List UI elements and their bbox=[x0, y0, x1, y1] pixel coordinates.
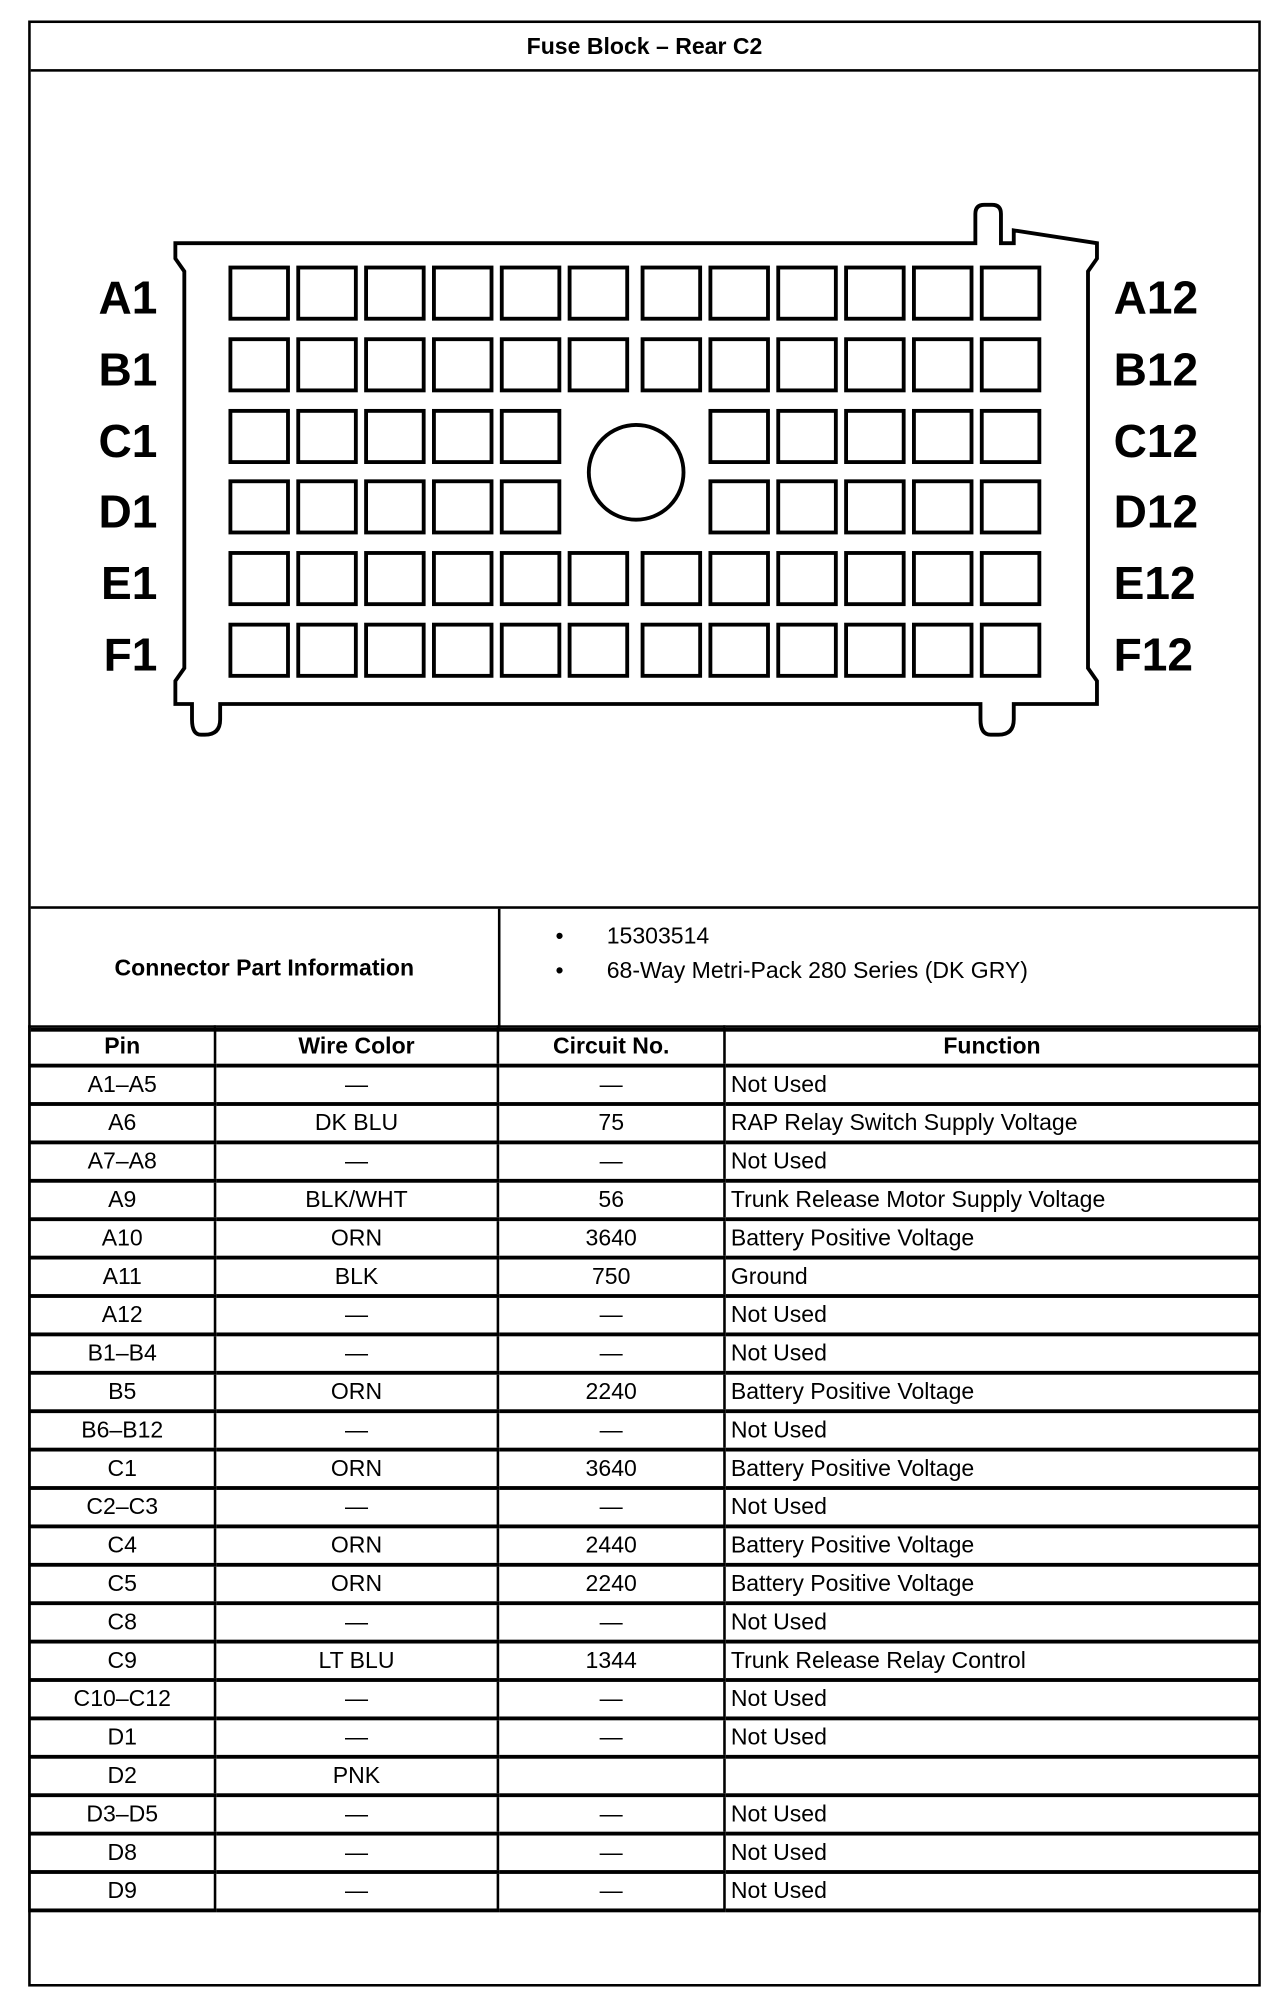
pin-cavity bbox=[710, 411, 768, 462]
table-row bbox=[29, 1219, 1259, 1257]
table-row bbox=[29, 1526, 1259, 1564]
wire-color-cell: ORN bbox=[215, 1565, 498, 1603]
function-cell bbox=[724, 1757, 1259, 1795]
table-row bbox=[29, 1834, 1259, 1872]
header-pin: Pin bbox=[29, 1027, 215, 1066]
pin-cavity bbox=[502, 268, 560, 319]
pin-cavity bbox=[846, 268, 904, 319]
function-cell: Trunk Release Motor Supply Voltage bbox=[724, 1181, 1259, 1219]
function-cell: Ground bbox=[724, 1258, 1259, 1296]
row-label-right: A12 bbox=[1113, 271, 1199, 324]
function-cell: Not Used bbox=[724, 1795, 1259, 1833]
pin-cell: C5 bbox=[29, 1565, 215, 1603]
pin-cavity bbox=[570, 339, 628, 390]
wire-color-cell: — bbox=[215, 1066, 498, 1104]
pin-cavity bbox=[230, 411, 288, 462]
wire-color-cell: — bbox=[215, 1411, 498, 1449]
pin-cavity bbox=[643, 553, 701, 604]
function-cell: RAP Relay Switch Supply Voltage bbox=[724, 1104, 1259, 1142]
function-cell: Not Used bbox=[724, 1872, 1259, 1910]
pin-cavity bbox=[778, 625, 836, 676]
table-row bbox=[29, 1603, 1259, 1641]
connector-info-label: Connector Part Information bbox=[31, 909, 501, 1028]
circuit-cell: — bbox=[498, 1603, 725, 1641]
pin-cavity bbox=[502, 411, 560, 462]
circuit-cell: — bbox=[498, 1142, 725, 1180]
pin-cavity bbox=[230, 268, 288, 319]
pin-cavity bbox=[366, 339, 424, 390]
table-row bbox=[29, 1373, 1259, 1411]
connector-part-information bbox=[31, 906, 1259, 1031]
circuit-cell: 3640 bbox=[498, 1219, 725, 1257]
table-row bbox=[29, 1450, 1259, 1488]
pin-cavity bbox=[366, 268, 424, 319]
pin-cavity bbox=[434, 339, 492, 390]
pin-cavity bbox=[914, 268, 972, 319]
pin-cavity bbox=[710, 339, 768, 390]
pin-cavity bbox=[846, 339, 904, 390]
pinout-table bbox=[28, 1025, 1261, 1912]
function-cell: Not Used bbox=[724, 1488, 1259, 1526]
wire-color-cell: ORN bbox=[215, 1526, 498, 1564]
pin-cell: B5 bbox=[29, 1373, 215, 1411]
pin-cell: B1–B4 bbox=[29, 1334, 215, 1372]
row-label-right: D12 bbox=[1113, 485, 1199, 538]
pin-cavity bbox=[230, 553, 288, 604]
wire-color-cell: DK BLU bbox=[215, 1104, 498, 1142]
pin-cavity bbox=[298, 481, 356, 532]
wire-color-cell: ORN bbox=[215, 1373, 498, 1411]
pin-cavity bbox=[710, 481, 768, 532]
function-cell: Not Used bbox=[724, 1411, 1259, 1449]
pin-cavity bbox=[570, 625, 628, 676]
wire-color-cell: PNK bbox=[215, 1757, 498, 1795]
circuit-cell bbox=[498, 1757, 725, 1795]
circuit-cell: — bbox=[498, 1066, 725, 1104]
pin-cell: A6 bbox=[29, 1104, 215, 1142]
row-label-right: E12 bbox=[1113, 557, 1196, 610]
circuit-cell: 1344 bbox=[498, 1642, 725, 1680]
wire-color-cell: — bbox=[215, 1296, 498, 1334]
circuit-cell: — bbox=[498, 1488, 725, 1526]
function-cell: Not Used bbox=[724, 1142, 1259, 1180]
wire-color-cell: — bbox=[215, 1795, 498, 1833]
circuit-cell: 2240 bbox=[498, 1565, 725, 1603]
circuit-cell: — bbox=[498, 1795, 725, 1833]
circuit-cell: — bbox=[498, 1834, 725, 1872]
pin-cell: A12 bbox=[29, 1296, 215, 1334]
row-label-left: B1 bbox=[98, 343, 158, 396]
pin-cavity bbox=[710, 625, 768, 676]
table-row bbox=[29, 1258, 1259, 1296]
wire-color-cell: — bbox=[215, 1680, 498, 1718]
pin-cavity bbox=[982, 553, 1040, 604]
wire-color-cell: — bbox=[215, 1603, 498, 1641]
wire-color-cell: BLK/WHT bbox=[215, 1181, 498, 1219]
function-cell: Not Used bbox=[724, 1718, 1259, 1756]
pin-cell: A10 bbox=[29, 1219, 215, 1257]
circuit-cell: 2440 bbox=[498, 1526, 725, 1564]
function-cell: Not Used bbox=[724, 1066, 1259, 1104]
table-row bbox=[29, 1296, 1259, 1334]
pin-cavity bbox=[914, 411, 972, 462]
function-cell: Battery Positive Voltage bbox=[724, 1450, 1259, 1488]
row-label-left: E1 bbox=[101, 557, 158, 610]
polarizing-post bbox=[589, 425, 684, 520]
pin-cavity bbox=[434, 268, 492, 319]
pin-cell: C10–C12 bbox=[29, 1680, 215, 1718]
pin-cavity bbox=[298, 553, 356, 604]
table-row bbox=[29, 1718, 1259, 1756]
table-row bbox=[29, 1066, 1259, 1104]
row-label-right: C12 bbox=[1113, 414, 1199, 467]
table-row bbox=[29, 1642, 1259, 1680]
wire-color-cell: ORN bbox=[215, 1219, 498, 1257]
table-row bbox=[29, 1334, 1259, 1372]
function-cell: Not Used bbox=[724, 1603, 1259, 1641]
wire-color-cell: — bbox=[215, 1834, 498, 1872]
header-circuit-no: Circuit No. bbox=[498, 1027, 725, 1066]
pin-cavity bbox=[914, 481, 972, 532]
circuit-cell: — bbox=[498, 1872, 725, 1910]
pin-cavity bbox=[570, 268, 628, 319]
circuit-cell: — bbox=[498, 1296, 725, 1334]
pin-cavity bbox=[710, 553, 768, 604]
pin-cell: A9 bbox=[29, 1181, 215, 1219]
pin-cell: A7–A8 bbox=[29, 1142, 215, 1180]
row-label-right: F12 bbox=[1113, 628, 1194, 681]
pin-cavity bbox=[982, 481, 1040, 532]
pin-cavity bbox=[778, 481, 836, 532]
pin-cell: D3–D5 bbox=[29, 1795, 215, 1833]
circuit-cell: 3640 bbox=[498, 1450, 725, 1488]
pin-cavity bbox=[982, 411, 1040, 462]
header-function: Function bbox=[724, 1027, 1259, 1066]
pin-cavity bbox=[230, 481, 288, 532]
pin-cavity bbox=[846, 553, 904, 604]
table-row bbox=[29, 1795, 1259, 1833]
function-cell: Battery Positive Voltage bbox=[724, 1526, 1259, 1564]
function-cell: Battery Positive Voltage bbox=[724, 1373, 1259, 1411]
pin-cavity bbox=[914, 553, 972, 604]
pin-cavity bbox=[643, 625, 701, 676]
pin-cavity bbox=[230, 625, 288, 676]
pin-cavity bbox=[298, 268, 356, 319]
pin-cavity bbox=[298, 411, 356, 462]
wire-color-cell: — bbox=[215, 1718, 498, 1756]
table-row bbox=[29, 1565, 1259, 1603]
wire-color-cell: — bbox=[215, 1872, 498, 1910]
pin-cell: C2–C3 bbox=[29, 1488, 215, 1526]
pin-cavity bbox=[846, 411, 904, 462]
pin-cavity bbox=[710, 268, 768, 319]
pin-cavity bbox=[643, 339, 701, 390]
connector-outline bbox=[175, 205, 1097, 735]
pin-cell: D2 bbox=[29, 1757, 215, 1795]
function-cell: Not Used bbox=[724, 1680, 1259, 1718]
pin-cavity bbox=[230, 339, 288, 390]
circuit-cell: — bbox=[498, 1680, 725, 1718]
table-row bbox=[29, 1142, 1259, 1180]
table-row bbox=[29, 1757, 1259, 1795]
pin-cell: B6–B12 bbox=[29, 1411, 215, 1449]
connector-description: • 68-Way Metri-Pack 280 Series (DK GRY) bbox=[556, 954, 1028, 989]
pin-cavity bbox=[298, 625, 356, 676]
pin-cavity bbox=[778, 411, 836, 462]
function-cell: Not Used bbox=[724, 1834, 1259, 1872]
pin-cell: C9 bbox=[29, 1642, 215, 1680]
pin-cavity bbox=[434, 553, 492, 604]
table-row bbox=[29, 1104, 1259, 1142]
function-cell: Trunk Release Relay Control bbox=[724, 1642, 1259, 1680]
table-row bbox=[29, 1872, 1259, 1910]
row-label-left: F1 bbox=[103, 628, 158, 681]
function-cell: Not Used bbox=[724, 1334, 1259, 1372]
pin-cell: C8 bbox=[29, 1603, 215, 1641]
pin-cavity bbox=[982, 339, 1040, 390]
pin-cavity bbox=[982, 625, 1040, 676]
pin-cavity bbox=[366, 625, 424, 676]
pin-cavity bbox=[502, 553, 560, 604]
function-cell: Not Used bbox=[724, 1296, 1259, 1334]
pin-cavity bbox=[778, 339, 836, 390]
part-number: • 15303514 bbox=[556, 919, 1028, 954]
pin-cavity bbox=[502, 625, 560, 676]
row-label-left: A1 bbox=[98, 271, 158, 324]
table-row bbox=[29, 1411, 1259, 1449]
pin-cell: C4 bbox=[29, 1526, 215, 1564]
pin-cavity bbox=[434, 625, 492, 676]
pin-cavity bbox=[570, 553, 628, 604]
table-row bbox=[29, 1181, 1259, 1219]
circuit-cell: 750 bbox=[498, 1258, 725, 1296]
pin-cell: C1 bbox=[29, 1450, 215, 1488]
circuit-cell: 75 bbox=[498, 1104, 725, 1142]
circuit-cell: — bbox=[498, 1334, 725, 1372]
pin-cell: D8 bbox=[29, 1834, 215, 1872]
table-row bbox=[29, 1488, 1259, 1526]
wire-color-cell: BLK bbox=[215, 1258, 498, 1296]
function-cell: Battery Positive Voltage bbox=[724, 1219, 1259, 1257]
pin-cavity bbox=[846, 625, 904, 676]
row-label-right: B12 bbox=[1113, 343, 1199, 396]
connector-sheet bbox=[28, 20, 1261, 1986]
header-wire-color: Wire Color bbox=[215, 1027, 498, 1066]
circuit-cell: 2240 bbox=[498, 1373, 725, 1411]
wire-color-cell: — bbox=[215, 1488, 498, 1526]
pin-cavity bbox=[366, 481, 424, 532]
pin-cavity bbox=[643, 268, 701, 319]
circuit-cell: — bbox=[498, 1718, 725, 1756]
row-label-left: C1 bbox=[98, 414, 158, 467]
pin-cavity bbox=[778, 553, 836, 604]
pin-cavity bbox=[434, 481, 492, 532]
pin-cavity bbox=[502, 481, 560, 532]
circuit-cell: 56 bbox=[498, 1181, 725, 1219]
pin-cavity bbox=[914, 339, 972, 390]
function-cell: Battery Positive Voltage bbox=[724, 1565, 1259, 1603]
table-row bbox=[29, 1680, 1259, 1718]
pin-cavity bbox=[982, 268, 1040, 319]
pin-cavity bbox=[846, 481, 904, 532]
wire-color-cell: — bbox=[215, 1142, 498, 1180]
pin-cavity bbox=[914, 625, 972, 676]
connector-face-diagram bbox=[3, 3, 1280, 925]
pin-cavity bbox=[778, 268, 836, 319]
wire-color-cell: — bbox=[215, 1334, 498, 1372]
pin-cell: D9 bbox=[29, 1872, 215, 1910]
row-label-left: D1 bbox=[98, 485, 158, 538]
circuit-cell: — bbox=[498, 1411, 725, 1449]
wire-color-cell: LT BLU bbox=[215, 1642, 498, 1680]
pin-cavity bbox=[366, 411, 424, 462]
pin-cavity bbox=[434, 411, 492, 462]
pin-cavity bbox=[298, 339, 356, 390]
page-title: Fuse Block – Rear C2 bbox=[31, 23, 1259, 72]
pin-cell: A1–A5 bbox=[29, 1066, 215, 1104]
pin-cell: D1 bbox=[29, 1718, 215, 1756]
pin-cell: A11 bbox=[29, 1258, 215, 1296]
pin-cavity bbox=[502, 339, 560, 390]
wire-color-cell: ORN bbox=[215, 1450, 498, 1488]
pin-cavity bbox=[366, 553, 424, 604]
